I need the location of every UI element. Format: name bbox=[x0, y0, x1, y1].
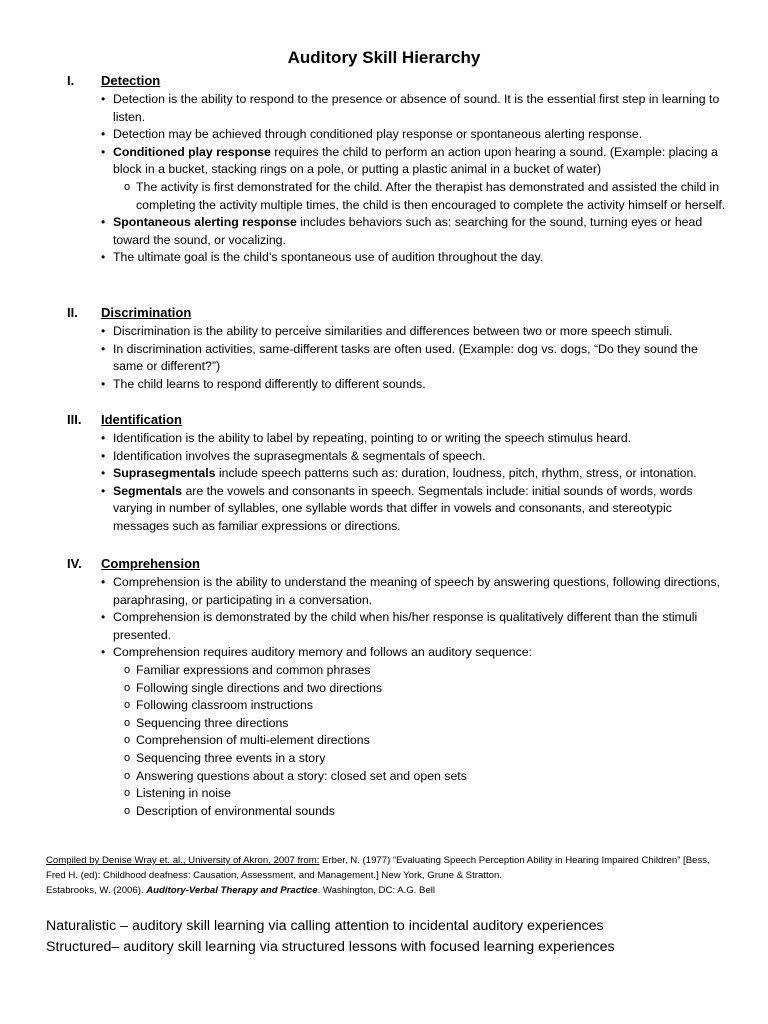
sub-list-item: o Following single directions and two directions bbox=[136, 680, 726, 698]
list-item bbox=[113, 214, 725, 249]
term-description: are the vowels and consonants in speech. Segmentals include: initial sounds of words, words varying in number of syllables, one syllable words that differ in vowels and consonants, and stereotypic messages such as familiar expressions or directions. bbox=[113, 483, 693, 533]
list-item: • In discrimination activities, same-different tasks are often used. (Example: dog vs. dogs, “Do they sound the same or different?”) bbox=[113, 341, 725, 376]
sub-list-item: o Sequencing three directions bbox=[136, 715, 726, 733]
reference-text: . Washington, DC: A.G. Bell bbox=[317, 885, 436, 896]
list-item bbox=[113, 483, 725, 536]
page-title: Auditory Skill Hierarchy bbox=[287, 48, 481, 67]
sub-list-item: o Description of environmental sounds bbox=[136, 803, 726, 821]
section-heading bbox=[0, 556, 768, 574]
term: Spontaneous alerting response bbox=[113, 215, 297, 230]
list-item: • Detection is the ability to respond to the presence or absence of sound. It is the essential first step in learning to listen. bbox=[113, 91, 725, 126]
list-item: • Discrimination is the ability to perceive similarities and differences between two or more speech stimuli. bbox=[113, 323, 725, 341]
section-number: III. bbox=[67, 412, 82, 427]
sub-list-item: o Listening in noise bbox=[136, 785, 726, 803]
compiled-by: Compiled by Denise Wray et. al., University of Akron, 2007 from: bbox=[46, 855, 320, 866]
list-item: • Comprehension requires auditory memory and follows an auditory sequence: bbox=[113, 644, 725, 662]
sub-list-item: o Answering questions about a story: closed set and open sets bbox=[136, 768, 726, 786]
list-item: • The ultimate goal is the child’s spontaneous use of audition throughout the day. bbox=[113, 249, 725, 267]
list-item: • Comprehension is demonstrated by the child when his/her response is qualitatively different than the stimuli presented. bbox=[113, 609, 725, 644]
sub-list-item: o Following classroom instructions bbox=[136, 697, 726, 715]
term-description: include speech patterns such as: duration, loudness, pitch, rhythm, stress, or intonation. bbox=[215, 466, 697, 481]
reference-erber bbox=[46, 853, 726, 883]
reference-text: Estabrooks, W. (2006). bbox=[46, 885, 147, 896]
list-item: • Identification involves the suprasegmentals & segmentals of speech. bbox=[113, 448, 725, 466]
section-title: Identification bbox=[101, 412, 182, 427]
section-discrimination bbox=[0, 305, 768, 393]
term-description: includes behaviors such as: searching for the sound, turning eyes or head toward the sound, or vocalizing. bbox=[113, 215, 703, 247]
section-number: I. bbox=[67, 73, 75, 88]
list-item bbox=[113, 465, 725, 483]
section-title: Discrimination bbox=[101, 305, 192, 320]
section-title: Detection bbox=[101, 73, 161, 88]
reference-text: Erber, N. (1977) “Evaluating Speech Perception Ability in Hearing Impaired Children” [Bess, Fred H. (ed): Childhood deafness: Causation, Assessment, and Management.] New York, Grune & Stratton. bbox=[46, 855, 710, 881]
term: Conditioned play response bbox=[113, 144, 271, 159]
reference-title: Auditory-Verbal Therapy and Practice bbox=[146, 885, 318, 896]
section-identification bbox=[0, 412, 768, 536]
section-detection bbox=[0, 73, 768, 267]
sub-list-item: o Familiar expressions and common phrases bbox=[136, 662, 726, 680]
sub-list-item: o Sequencing three events in a story bbox=[136, 750, 726, 768]
term-description: requires the child to perform an action upon hearing a sound. (Example: placing a block in a bucket, stacking rings on a pole, or putting a plastic animal in a bucket of water) bbox=[113, 144, 718, 177]
term: Segmentals bbox=[113, 483, 183, 498]
list-item: • Identification is the ability to label by repeating, pointing to or writing the speech stimulus heard. bbox=[113, 430, 725, 448]
term: Suprasegmentals bbox=[113, 466, 216, 481]
list-item: • Comprehension is the ability to understand the meaning of speech by answering questions, following directions, paraphrasing, or participating in a conversation. bbox=[113, 574, 725, 609]
sub-list-item: o The activity is first demonstrated for the child. After the therapist has demonstrated and assisted the child in completing the activity multiple times, the child is then encouraged to complete the activity himself or herself. bbox=[136, 179, 726, 214]
section-heading bbox=[0, 305, 768, 323]
section-title: Comprehension bbox=[101, 556, 200, 571]
note-structured: Structured– auditory skill learning via structured lessons with focused learning experiences bbox=[46, 939, 615, 955]
footer-notes bbox=[46, 916, 746, 958]
list-item: • The child learns to respond differently to different sounds. bbox=[113, 376, 725, 394]
references bbox=[46, 853, 726, 898]
section-heading bbox=[0, 412, 768, 430]
section-number: IV. bbox=[67, 556, 82, 571]
list-item bbox=[113, 144, 725, 179]
list-item: • Detection may be achieved through conditioned play response or spontaneous alerting response. bbox=[113, 126, 725, 144]
section-number: II. bbox=[67, 305, 78, 320]
note-naturalistic: Naturalistic – auditory skill learning via calling attention to incidental auditory experiences bbox=[46, 918, 604, 934]
section-comprehension bbox=[0, 556, 768, 820]
reference-estabrooks bbox=[46, 883, 726, 898]
section-heading bbox=[0, 73, 768, 91]
sub-list-item: o Comprehension of multi-element directions bbox=[136, 732, 726, 750]
